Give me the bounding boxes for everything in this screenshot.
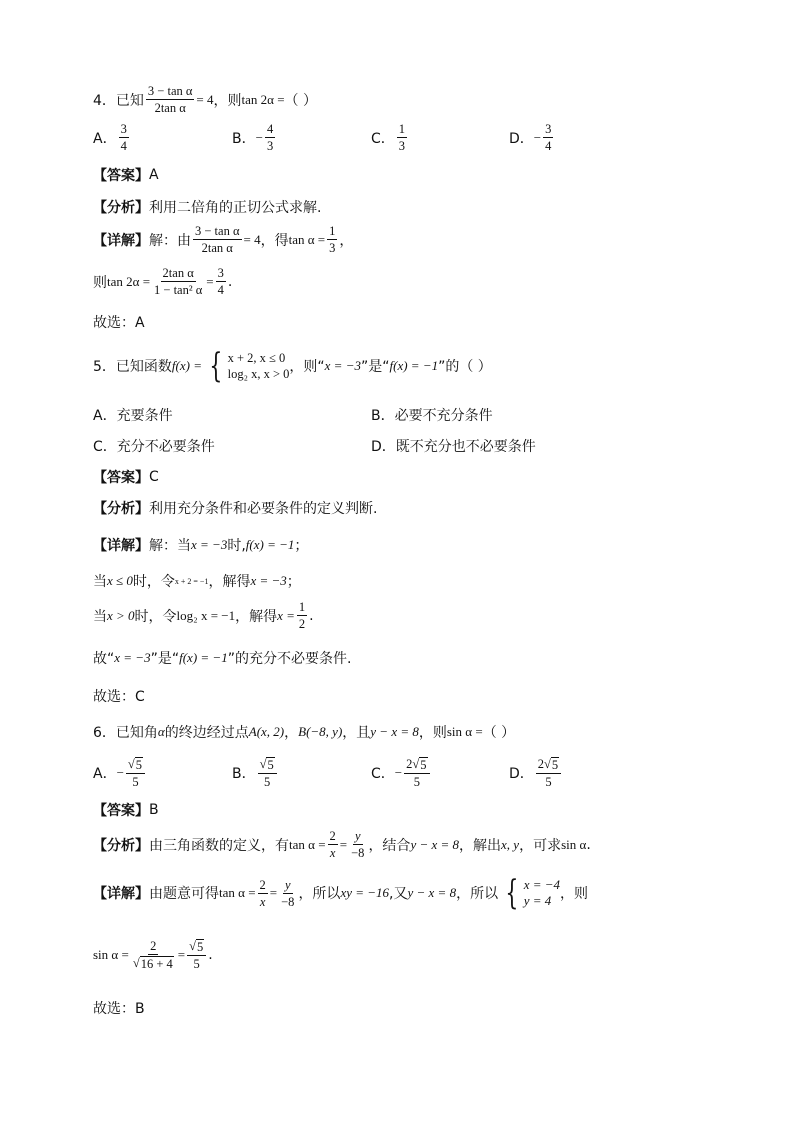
q6-mid3: ，则: [418, 725, 447, 741]
q4-answer-blank: （ ）: [284, 92, 317, 109]
option-label: B．: [371, 408, 395, 424]
fraction-numerator: 1: [298, 600, 306, 614]
q5-mid: ，则“: [289, 359, 325, 375]
detail-text: 时,: [227, 538, 246, 554]
fraction-denominator: 3: [266, 139, 274, 153]
choose-text: 故选：B: [93, 1001, 145, 1017]
math: =: [269, 885, 278, 900]
math: x = −3: [191, 537, 228, 552]
result-fraction: [216, 266, 226, 297]
option-label: B．: [232, 766, 256, 782]
option-fraction: [543, 122, 553, 153]
detail-fraction: [193, 224, 242, 255]
detail-text: 解：当: [149, 538, 191, 554]
option-label: B．: [232, 130, 256, 147]
q4-given-fraction: [146, 84, 195, 115]
sqrt-icon: √ 5: [189, 939, 204, 954]
math: f(x) =: [171, 358, 202, 373]
fraction-denominator: 2: [298, 617, 306, 631]
math: x > 0: [107, 607, 135, 623]
piecewise-cases: [228, 350, 290, 382]
radicand: 5: [135, 758, 143, 772]
q4-option-c: [371, 122, 409, 153]
fraction-denominator: 5: [264, 775, 271, 789]
math: f(x) = −1: [245, 537, 295, 552]
detail-tag: 【详解】: [93, 538, 149, 554]
math: =: [177, 947, 186, 962]
detail-text: ；: [286, 574, 301, 590]
q4-option-d: [509, 122, 555, 153]
analysis-tag: 【分析】: [93, 501, 149, 517]
q5-answer: [93, 467, 159, 487]
math: A(x, 2): [248, 724, 285, 739]
fraction-numerator: 3: [545, 122, 552, 136]
q5-option-d: [371, 436, 536, 456]
q4-answer: [93, 165, 159, 185]
fraction-denominator: 1 − tan² α: [154, 283, 203, 297]
fraction-denominator: 5: [193, 957, 200, 971]
choose-text: 故选：A: [93, 315, 145, 331]
q5-prefix: 5．已知函数: [93, 359, 172, 375]
fraction-numerator: 2tan α: [162, 266, 194, 280]
sqrt-icon: √ 5: [544, 757, 559, 772]
detail-text: .: [208, 947, 213, 963]
q6-analysis: [93, 829, 591, 860]
option-text: 充分不必要条件: [116, 439, 215, 455]
math: = 4: [243, 231, 261, 247]
case-1: x + 2, x ≤ 0: [227, 351, 286, 365]
fraction-denominator: [131, 955, 176, 971]
formula-fraction: [152, 266, 204, 297]
q6-answer: [93, 800, 159, 820]
option-label: A．: [93, 130, 117, 147]
math: y − x = 8: [407, 885, 457, 900]
sqrt-icon: √ 5: [127, 757, 143, 772]
fraction-denominator: 3: [329, 241, 336, 255]
math: sin α =: [446, 724, 483, 739]
fraction: [131, 939, 176, 971]
option-label: C．: [371, 766, 395, 782]
q6-mid: 的终边经过点: [164, 725, 249, 741]
fraction-numerator: 2: [150, 939, 157, 953]
detail-text: ”的充分不必要条件.: [227, 651, 352, 667]
analysis-text: 利用充分条件和必要条件的定义判断.: [149, 501, 378, 517]
detail-text: ，所以: [456, 886, 499, 902]
analysis-text: .: [586, 836, 591, 853]
equation-system: [524, 877, 560, 909]
math: sin α =: [93, 947, 129, 962]
math: sin α: [561, 836, 587, 852]
detail-text: ，解得: [235, 608, 278, 625]
choose-text: 故选：C: [93, 689, 145, 705]
q5-detail-line-3: [93, 600, 314, 631]
sqrt-icon: √ 5: [259, 757, 274, 772]
detail-text: ，得: [260, 232, 289, 249]
answer-tag: 【答案】: [93, 168, 149, 184]
equation-1: x = −4: [523, 877, 561, 892]
math: x, y: [501, 836, 520, 852]
detail-text: ，: [339, 232, 354, 249]
fraction-numerator: y: [355, 829, 361, 843]
q6-detail-line-2: [93, 939, 213, 971]
q6-option-a: [93, 757, 147, 789]
fraction-numerator: 2: [259, 877, 266, 892]
answer-value: C: [149, 469, 159, 485]
fraction-denominator: 5: [413, 775, 420, 789]
q5-option-b: [371, 405, 493, 425]
fraction-numerator: [404, 757, 429, 774]
fraction-numerator: [536, 757, 561, 774]
result-fraction: [327, 224, 337, 255]
radicand: 5: [551, 758, 559, 772]
option-label: C．: [93, 439, 117, 455]
option-sign: −: [255, 129, 263, 145]
q6-option-c: [371, 757, 432, 789]
analysis-text: 利用二倍角的正切公式求解.: [149, 200, 322, 216]
option-label: D．: [371, 439, 396, 455]
fraction-numerator: y: [285, 877, 291, 892]
q5-option-c: [93, 436, 215, 456]
left-brace-icon: {: [505, 873, 519, 913]
analysis-text: 由三角函数的定义，有: [149, 837, 289, 854]
detail-tag: 【详解】: [93, 232, 149, 249]
fraction-numerator: [126, 757, 145, 774]
fraction-numerator: [258, 757, 277, 774]
q6-option-b: [232, 757, 279, 789]
math-small: x + 2 = −1: [174, 576, 209, 586]
fraction-denominator: x: [259, 894, 266, 909]
fraction-denominator: x: [329, 846, 336, 860]
detail-text: ”是“: [150, 651, 180, 667]
math: =: [339, 836, 348, 852]
detail-text: 解：由: [149, 232, 191, 249]
answer-value: A: [149, 167, 159, 183]
option-fraction: [265, 122, 275, 153]
q4-analysis: [93, 197, 321, 217]
left-brace-icon: {: [209, 346, 223, 386]
q4-detail-line-1: [93, 224, 353, 255]
math: B(−8, y): [298, 724, 343, 739]
q4-fraction-denominator: 2tan α: [154, 101, 186, 115]
math: =: [206, 273, 214, 289]
detail-text: ，解得: [208, 574, 251, 590]
detail-text: 时，令: [132, 574, 175, 590]
radicand: 16 + 4: [140, 957, 173, 971]
detail-text: ；: [294, 538, 309, 554]
math: x ≤ 0: [107, 573, 133, 588]
fraction-denominator: −8: [351, 846, 365, 860]
q5-analysis: [93, 498, 377, 518]
question-4-stem: [93, 84, 317, 115]
q5-detail-line-2: [93, 571, 301, 591]
answer-value: B: [149, 802, 159, 818]
q6-prefix: 6．已知角: [93, 725, 158, 741]
q5-answer-blank: ”的（ ）: [438, 359, 492, 375]
q5-detail-line-1: [93, 535, 308, 555]
detail-text: 当: [93, 608, 107, 625]
q5-detail-line-4: [93, 648, 351, 668]
fraction: [258, 878, 268, 909]
option-label: A．: [93, 408, 117, 424]
detail-text: 由题意可得: [149, 886, 219, 902]
q6-detail-line-1: [93, 873, 589, 913]
q4-option-b: [232, 122, 277, 153]
question-5-stem: [93, 346, 492, 386]
detail-text: 时，令: [134, 608, 177, 625]
radicand: 5: [196, 940, 204, 954]
option-sign: −: [533, 129, 542, 145]
fraction-numerator: 1: [329, 224, 336, 238]
math: α: [157, 724, 165, 739]
math: tan α =: [288, 231, 326, 247]
option-fraction: [126, 757, 145, 789]
detail-text: 故“: [93, 651, 115, 667]
fraction: [349, 829, 366, 860]
q4-target: tan 2α =: [241, 91, 285, 107]
math: log₂ x = −1: [176, 607, 236, 623]
fraction-denominator: 4: [545, 139, 552, 153]
analysis-tag: 【分析】: [93, 200, 149, 216]
option-fraction: [258, 757, 277, 789]
option-fraction: [119, 122, 129, 153]
option-text: 既不充分也不必要条件: [395, 439, 536, 455]
result-fraction: [187, 939, 206, 971]
math: x = −3: [324, 358, 361, 373]
question-6-stem: [93, 722, 515, 742]
q5-choose: [93, 686, 145, 706]
coefficient: 2: [537, 757, 545, 771]
analysis-text: ，结合: [368, 837, 411, 854]
math: xy = −16: [340, 885, 390, 900]
case-2: log₂ x, x > 0: [227, 367, 290, 381]
q4-mid: ，则: [213, 92, 242, 109]
math: f(x) = −1: [179, 650, 228, 665]
option-label: C．: [371, 130, 395, 147]
math: f(x) = −1: [389, 358, 439, 373]
fraction-numerator: 1: [398, 122, 406, 136]
q5-mid2: ”是“: [360, 359, 390, 375]
q4-fraction-numerator: 3 − tan α: [147, 84, 193, 98]
fraction-denominator: 2tan α: [201, 241, 233, 255]
q4-option-a: [93, 122, 131, 153]
option-label: D．: [509, 766, 534, 782]
result-fraction: [297, 600, 307, 631]
radicand: 5: [420, 758, 427, 772]
q6-answer-blank: （ ）: [482, 725, 516, 741]
coefficient: 2: [406, 757, 413, 771]
fraction-denominator: 5: [545, 775, 552, 789]
answer-tag: 【答案】: [93, 803, 149, 819]
analysis-text: ，可求: [519, 837, 562, 854]
option-fraction: [536, 757, 561, 789]
math: x = −3: [114, 650, 151, 665]
fraction-denominator: 3: [398, 139, 406, 153]
math: x =: [277, 607, 295, 623]
math: tan α =: [289, 836, 326, 852]
answer-tag: 【答案】: [93, 470, 149, 486]
option-label: D．: [509, 130, 534, 147]
q6-choose: [93, 998, 145, 1018]
fraction-denominator: −8: [281, 894, 295, 909]
analysis-tag: 【分析】: [93, 837, 149, 854]
option-sign: −: [394, 765, 403, 780]
radicand: 5: [267, 758, 274, 772]
q4-choose: [93, 312, 145, 332]
math: tan α =: [219, 885, 256, 900]
fraction-numerator: 3 − tan α: [195, 224, 240, 238]
detail-text: .: [227, 273, 233, 290]
analysis-text: ，解出: [459, 837, 502, 854]
fraction-denominator: 4: [120, 139, 127, 153]
q6-mid2: ，且: [342, 725, 371, 741]
option-label: A．: [93, 766, 117, 782]
fraction-numerator: 4: [266, 122, 274, 136]
option-fraction: [397, 122, 407, 153]
detail-tag: 【详解】: [93, 886, 149, 902]
sqrt-icon: √ 5: [412, 757, 427, 772]
detail-text: ,又: [389, 886, 408, 902]
detail-text: ，则: [560, 886, 589, 902]
q4-detail-line-2: [93, 266, 232, 297]
fraction-denominator: 5: [132, 775, 139, 789]
sqrt-icon: √ 16 + 4: [132, 956, 173, 971]
fraction-numerator: 2: [329, 829, 336, 843]
option-sign: −: [116, 765, 124, 780]
fraction: [279, 878, 296, 909]
detail-text: ，所以: [298, 886, 341, 902]
detail-text: 当: [93, 574, 107, 590]
q5-option-a: [93, 405, 173, 425]
detail-text: .: [309, 607, 314, 624]
option-fraction: [404, 757, 429, 789]
math: y − x = 8: [370, 724, 419, 739]
q6-sep: ，: [284, 725, 299, 741]
option-text: 充要条件: [116, 408, 173, 424]
fraction: [328, 829, 338, 860]
q4-prefix: 4．已知: [93, 92, 144, 109]
equation-2: y = 4: [523, 893, 552, 908]
math: x = −3: [250, 573, 287, 588]
math: tan 2α =: [107, 273, 151, 289]
fraction-numerator: [187, 939, 206, 956]
detail-text: 则: [93, 274, 107, 291]
option-text: 必要不充分条件: [394, 408, 493, 424]
q4-equals: = 4: [196, 91, 214, 107]
fraction-denominator: 4: [217, 283, 224, 297]
math: y − x = 8: [410, 836, 460, 852]
fraction-numerator: 3: [120, 122, 127, 136]
q6-option-d: [509, 757, 563, 789]
fraction-numerator: 3: [217, 266, 224, 280]
